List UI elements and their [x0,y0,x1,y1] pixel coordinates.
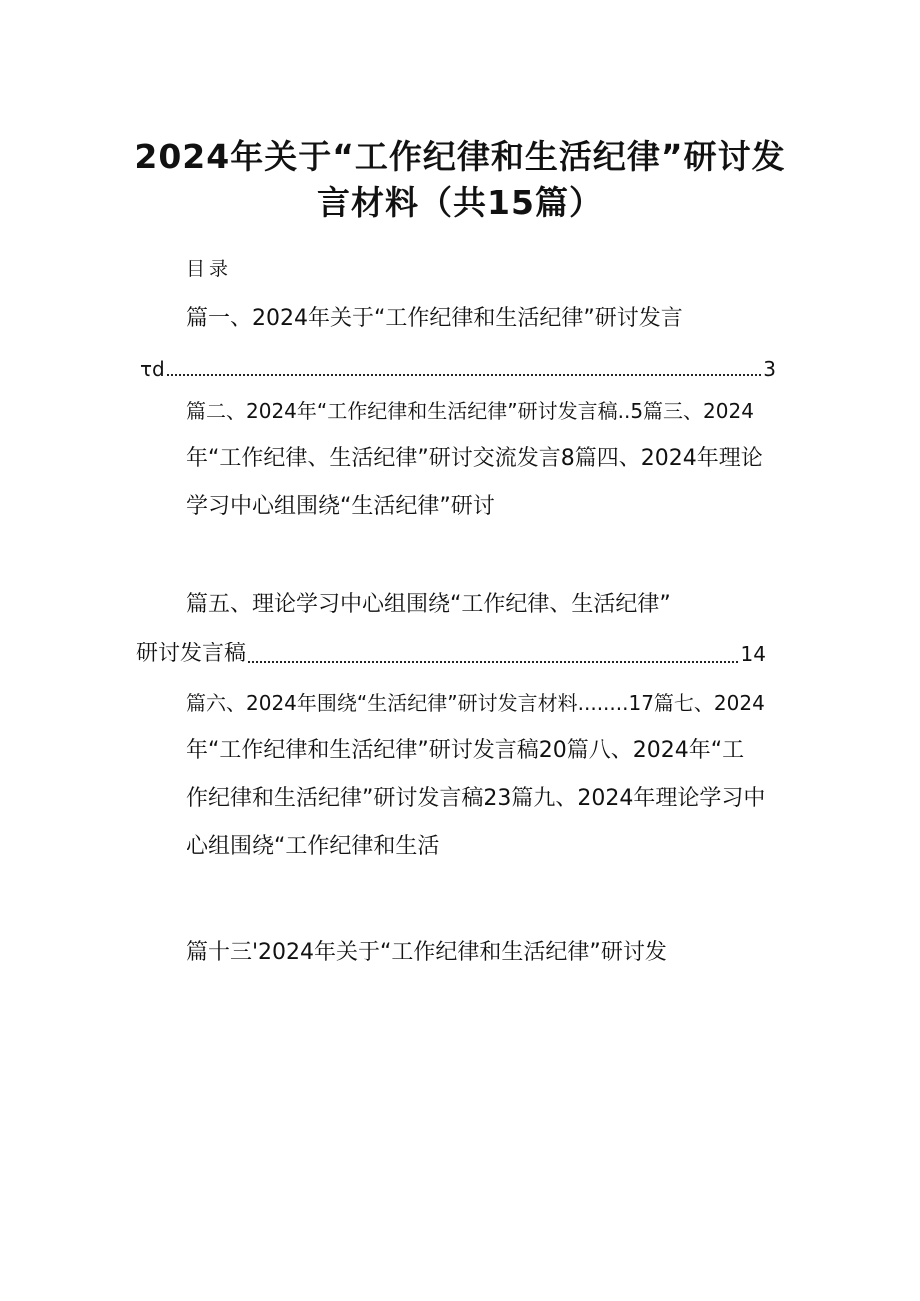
toc-entry-2: 篇二、2024年“工作纪律和生活纪律”研讨发言稿..5篇三、2024 [186,399,754,423]
toc-entry-9: 心组围绕“工作纪律和生活 [186,834,440,859]
toc-entry-3: 年“工作纪律、生活纪律”研讨交流发言8篇四、2024年理论 [186,446,763,471]
document-title-line-2: 言材料（共15篇） [317,183,603,222]
toc-leader-1 [140,357,776,381]
toc-entry-7: 年“工作纪律和生活纪律”研讨发言稿20篇八、2024年“工 [186,738,745,763]
document-title-line-1: 2024年关于“工作纪律和生活纪律”研讨发 [134,137,786,176]
toc-leader-1-lead: τd [140,357,165,381]
toc-entry-1: 篇一、2024年关于“工作纪律和生活纪律”研讨发言 [186,306,683,331]
toc-heading: 目录 [186,258,233,280]
dot-leader [140,374,776,376]
toc-entry-5: 篇五、理论学习中心组围绕“工作纪律、生活纪律” [186,592,671,617]
toc-entry-4: 学习中心组围绕“生活纪律”研讨 [186,494,495,519]
toc-entry-6: 篇六、2024年围绕“生活纪律”研讨发言材料........17篇七、2024 [186,691,765,715]
toc-leader-2-lead: 研讨发言稿 [136,642,247,666]
toc-entry-10: 篇十三'2024年关于“工作纪律和生活纪律”研讨发 [186,940,667,965]
toc-leader-1-page: 3 [763,357,776,381]
toc-entry-8: 作纪律和生活纪律”研讨发言稿23篇九、2024年理论学习中 [186,786,766,811]
toc-leader-2-page: 14 [740,642,766,666]
toc-leader-2 [136,642,766,668]
